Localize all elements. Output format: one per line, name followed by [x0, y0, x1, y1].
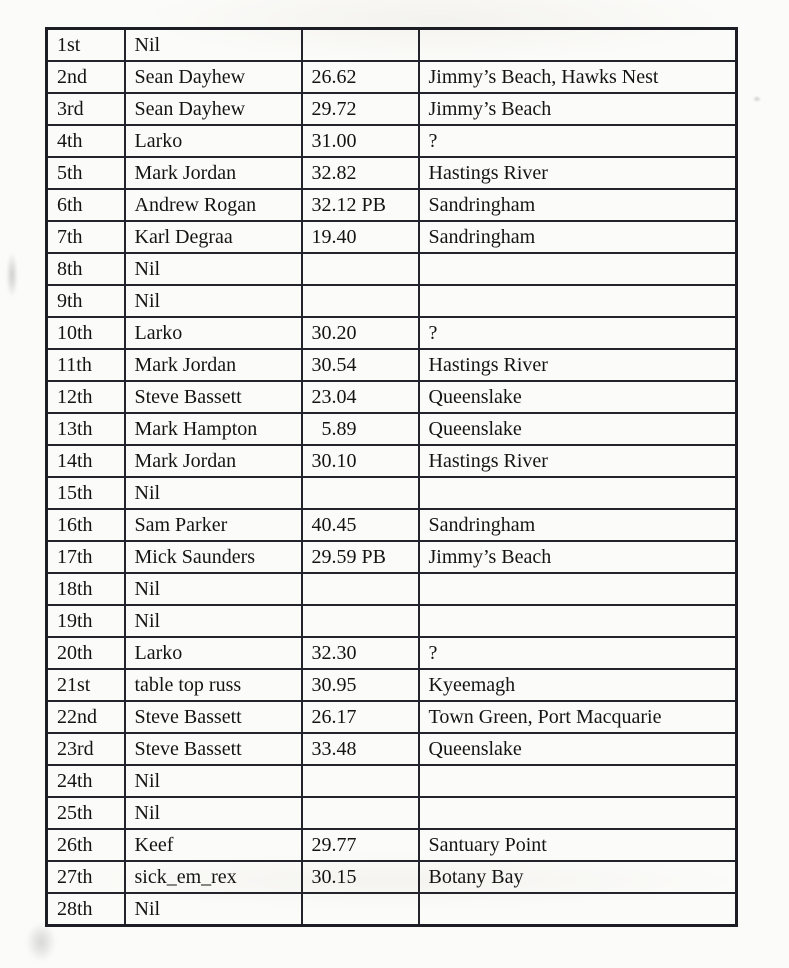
table-row	[47, 125, 737, 157]
score-cell	[302, 573, 419, 605]
location-cell: Town Green, Port Macquarie	[419, 701, 737, 733]
score-cell	[302, 605, 419, 637]
table-row	[47, 701, 737, 733]
score-cell: 33.48	[302, 733, 419, 765]
score-cell: 26.17	[302, 701, 419, 733]
location-cell: Hastings River	[419, 349, 737, 381]
score-cell: 30.10	[302, 445, 419, 477]
location-cell: ?	[419, 125, 737, 157]
name-cell: Mick Saunders	[125, 541, 302, 573]
location-cell: Jimmy’s Beach, Hawks Nest	[419, 61, 737, 93]
table-row	[47, 285, 737, 317]
score-cell	[302, 765, 419, 797]
location-cell: ?	[419, 637, 737, 669]
location-cell: Queenslake	[419, 733, 737, 765]
rank-cell: 15th	[47, 477, 125, 509]
rank-cell: 24th	[47, 765, 125, 797]
rank-cell: 14th	[47, 445, 125, 477]
table-row	[47, 637, 737, 669]
rank-cell: 8th	[47, 253, 125, 285]
name-cell: Nil	[125, 253, 302, 285]
table-row	[47, 29, 737, 62]
score-cell: 23.04	[302, 381, 419, 413]
location-cell: Jimmy’s Beach	[419, 93, 737, 125]
name-cell: Larko	[125, 637, 302, 669]
rank-cell: 2nd	[47, 61, 125, 93]
rank-cell: 28th	[47, 893, 125, 926]
rank-cell: 19th	[47, 605, 125, 637]
name-cell: Nil	[125, 573, 302, 605]
location-cell	[419, 285, 737, 317]
score-cell: 29.72	[302, 93, 419, 125]
location-cell: Jimmy’s Beach	[419, 541, 737, 573]
name-cell: Steve Bassett	[125, 381, 302, 413]
table-row	[47, 189, 737, 221]
location-cell: Hastings River	[419, 445, 737, 477]
rank-cell: 17th	[47, 541, 125, 573]
table-row	[47, 381, 737, 413]
name-cell: table top russ	[125, 669, 302, 701]
location-cell: Kyeemagh	[419, 669, 737, 701]
rank-cell: 25th	[47, 797, 125, 829]
name-cell: Nil	[125, 893, 302, 926]
score-cell: 29.59 PB	[302, 541, 419, 573]
score-cell	[302, 29, 419, 62]
rank-cell: 5th	[47, 157, 125, 189]
score-cell: 30.15	[302, 861, 419, 893]
table-row	[47, 253, 737, 285]
location-cell: ?	[419, 317, 737, 349]
name-cell: Sam Parker	[125, 509, 302, 541]
location-cell: Hastings River	[419, 157, 737, 189]
rank-cell: 10th	[47, 317, 125, 349]
name-cell: Nil	[125, 477, 302, 509]
results-table	[45, 27, 738, 927]
score-cell: 40.45	[302, 509, 419, 541]
rank-cell: 1st	[47, 29, 125, 62]
table-row	[47, 541, 737, 573]
table-row	[47, 861, 737, 893]
score-cell: 29.77	[302, 829, 419, 861]
table-row	[47, 765, 737, 797]
location-cell	[419, 893, 737, 926]
rank-cell: 13th	[47, 413, 125, 445]
location-cell	[419, 605, 737, 637]
name-cell: Nil	[125, 605, 302, 637]
location-cell: Botany Bay	[419, 861, 737, 893]
score-cell: 31.00	[302, 125, 419, 157]
table-row	[47, 669, 737, 701]
table-row	[47, 573, 737, 605]
score-cell	[302, 477, 419, 509]
location-cell	[419, 253, 737, 285]
rank-cell: 3rd	[47, 93, 125, 125]
location-cell: Sandringham	[419, 509, 737, 541]
score-cell: 26.62	[302, 61, 419, 93]
rank-cell: 12th	[47, 381, 125, 413]
rank-cell: 26th	[47, 829, 125, 861]
name-cell: Nil	[125, 285, 302, 317]
score-cell: 30.54	[302, 349, 419, 381]
name-cell: Mark Jordan	[125, 349, 302, 381]
table-row	[47, 477, 737, 509]
rank-cell: 27th	[47, 861, 125, 893]
name-cell: Sean Dayhew	[125, 61, 302, 93]
table-row	[47, 733, 737, 765]
table-row	[47, 221, 737, 253]
location-cell	[419, 573, 737, 605]
location-cell: Santuary Point	[419, 829, 737, 861]
rank-cell: 20th	[47, 637, 125, 669]
name-cell: Steve Bassett	[125, 733, 302, 765]
table-row	[47, 829, 737, 861]
location-cell: Sandringham	[419, 221, 737, 253]
name-cell: Andrew Rogan	[125, 189, 302, 221]
score-cell: 30.20	[302, 317, 419, 349]
rank-cell: 22nd	[47, 701, 125, 733]
name-cell: Mark Hampton	[125, 413, 302, 445]
table-row	[47, 797, 737, 829]
location-cell: Queenslake	[419, 381, 737, 413]
rank-cell: 9th	[47, 285, 125, 317]
table-row	[47, 605, 737, 637]
table-row	[47, 157, 737, 189]
rank-cell: 4th	[47, 125, 125, 157]
rank-cell: 16th	[47, 509, 125, 541]
score-cell: 19.40	[302, 221, 419, 253]
table-row	[47, 93, 737, 125]
table-row	[47, 349, 737, 381]
location-cell	[419, 797, 737, 829]
score-cell	[302, 797, 419, 829]
score-cell: 32.12 PB	[302, 189, 419, 221]
location-cell	[419, 477, 737, 509]
rank-cell: 7th	[47, 221, 125, 253]
name-cell: Keef	[125, 829, 302, 861]
table-row	[47, 893, 737, 926]
location-cell	[419, 29, 737, 62]
table-row	[47, 509, 737, 541]
rank-cell: 23rd	[47, 733, 125, 765]
location-cell: Sandringham	[419, 189, 737, 221]
name-cell: Steve Bassett	[125, 701, 302, 733]
rank-cell: 11th	[47, 349, 125, 381]
rank-cell: 6th	[47, 189, 125, 221]
name-cell: Karl Degraa	[125, 221, 302, 253]
score-cell	[302, 893, 419, 926]
name-cell: sick_em_rex	[125, 861, 302, 893]
name-cell: Larko	[125, 317, 302, 349]
score-cell	[302, 253, 419, 285]
table-row	[47, 413, 737, 445]
rank-cell: 21st	[47, 669, 125, 701]
score-cell	[302, 285, 419, 317]
name-cell: Sean Dayhew	[125, 93, 302, 125]
score-cell: 32.30	[302, 637, 419, 669]
results-table-body	[47, 29, 737, 926]
name-cell: Nil	[125, 797, 302, 829]
name-cell: Nil	[125, 765, 302, 797]
table-row	[47, 61, 737, 93]
name-cell: Larko	[125, 125, 302, 157]
rank-cell: 18th	[47, 573, 125, 605]
location-cell	[419, 765, 737, 797]
score-cell: 30.95	[302, 669, 419, 701]
table-row	[47, 317, 737, 349]
name-cell: Mark Jordan	[125, 157, 302, 189]
score-cell: 32.82	[302, 157, 419, 189]
score-cell: 5.89	[302, 413, 419, 445]
name-cell: Mark Jordan	[125, 445, 302, 477]
name-cell: Nil	[125, 29, 302, 62]
location-cell: Queenslake	[419, 413, 737, 445]
table-row	[47, 445, 737, 477]
